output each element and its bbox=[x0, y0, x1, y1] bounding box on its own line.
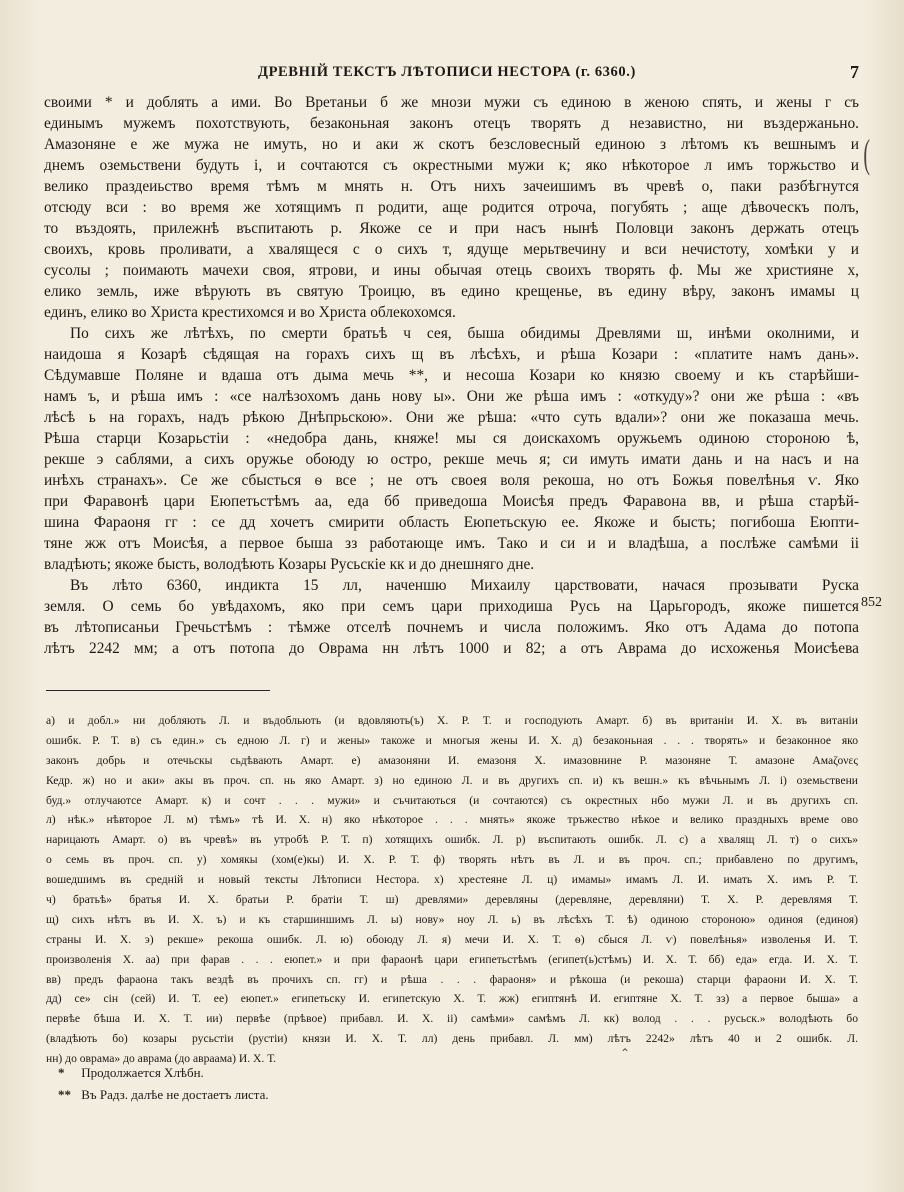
apparatus-line: нарицають Амарт. о) въ чревѣ» въ утробѣ Р. Т. п) хотящихъ ошибк. Л. р) въспитають ошибк. Л. с) а хвалящ Л. т) о сихъ» bbox=[46, 833, 858, 847]
apparatus-line: о семь въ проч. сп. у) хомякы (хом(е)кы) И. Х. Р. Т. ф) творять нѣтъ въ Л. и въ проч. сп.; прибавлено по другимъ, bbox=[46, 853, 858, 867]
text-line: единымъ мужемъ похотствують, безаконьная законъ отецъ творять д независтно, ни въздержаньно. bbox=[44, 115, 859, 132]
text-line: велико праздеиьство время тѣмъ м мнять н. Отъ нихъ зачеишимъ въ чревѣ о, паки разбѣгнутся bbox=[44, 178, 859, 195]
footnote-marker: ** bbox=[58, 1087, 71, 1102]
text-line: при Фаравонѣ цари Еюпетьстѣмъ аа, еда бб приведоша Моисѣя предъ Фаравона вв, и рѣша старѣй- bbox=[44, 493, 859, 510]
apparatus-line: (владѣють бо) козары русьстіи (рустіи) князи И. Х. Т. лл) день прибавл. Л. мм) лѣтъ 2242» лѣтъ 40 и 2 ошибк. Л. bbox=[46, 1032, 858, 1046]
running-title: ДРЕВНІЙ ТЕКСТЪ ЛѢТОПИСИ НЕСТОРА (г. 6360.) bbox=[258, 64, 636, 80]
apparatus-line: буд.» отлучаютсе Амарт. к) и сочт . . . мужи» и съчитаються (и сочтаются) съ окрестных нбо мужи Л. и въ другихъ сп. bbox=[46, 793, 858, 807]
text-line: въ лѣтописаньи Гречьстѣмъ : тѣмже отселѣ почнемъ и числа положимъ. Яко отъ Адама до потопа bbox=[44, 619, 859, 636]
text-line: земля. О семь бо увѣдахомъ, яко при семъ цари приходиша Русь на Царьгородъ, якоже пишется bbox=[44, 598, 859, 615]
apparatus-line: произволенія Х. аа) при фарав . . . еюпет.» и при фараонѣ цари египетьстѣмъ (египет(ь)стѣмъ) И. Х. Т. бб) еда» егда. И. Х. Т. bbox=[46, 952, 858, 966]
text-line: сусолы ; поимають мачехи своя, ятрови, и ины обычая отець своихъ творять ф. Мы же християне х, bbox=[44, 262, 859, 279]
apparatus-line: страны И. Х. э) рекше» рекоша ошибк. Л. ю) обоюду Л. я) мечи И. Х. Т. ѳ) сбыся Л. ѵ) повелѣнья» изволенья И. Т. bbox=[46, 932, 858, 946]
apparatus-line: законъ добрь и отечьскы сьдѣвають Амарт. е) амазоняни И. емазоня Х. имазовнине Р. мазоняне Т. амазоне Амаζονες bbox=[46, 753, 858, 767]
paragraph-1 bbox=[44, 92, 859, 323]
text-line: инѣхъ странахъ». Се же сбысться ѳ все ; не отъ своея воля рекоша, но отъ Божья повелѣнья ѵ. Яко bbox=[44, 472, 859, 489]
paragraph-2 bbox=[44, 323, 859, 575]
text-line: наидоша я Козарѣ сѣдящая на горахъ сихъ щ въ лѣсѣхъ, и рѣша Козари : «платите намъ дань». bbox=[44, 346, 859, 363]
footnote-text: Въ Радз. далѣе не достаетъ листа. bbox=[81, 1087, 269, 1102]
text-line: владѣють; якоже бысть, володѣють Козары Русьскіе кк и до днешняго дне. bbox=[44, 556, 535, 573]
page-header bbox=[44, 62, 859, 84]
apparatus-line: щ) сихъ нѣтъ въ И. Х. ъ) и къ старшиншимъ Л. ы) нову» ноу Л. ь) въ лѣсѣхъ Т. ѣ) одиною стороною» одиноя (единоя) bbox=[46, 912, 858, 926]
text-line: елико земль, иже вѣрують въ святую Троицю, въ едино крещенье, въ едину вѣру, законъ имамы ц bbox=[44, 283, 859, 300]
apparatus-line: первѣе бѣша И. Х. Т. ии) первѣе (прѣвое) прибавл. И. Х. іі) самѣми» самѣмъ Л. кк) волод . . . русьск.» володѣють бо bbox=[46, 1012, 858, 1026]
main-text bbox=[44, 92, 859, 659]
ornament-mark: ⌃ bbox=[620, 1046, 631, 1060]
apparatus-line: дд) се» сін (сей) И. Т. ее) еюпет.» египетьску И. египетскую Х. Т. жж) египтянѣ И. египтяне Х. Т. зз) а первое быша» а bbox=[46, 992, 858, 1006]
text-line: то въздоять, прилежнѣ въспитають р. Якоже се и при насъ нынѣ Половци законъ держать отецъ bbox=[44, 220, 859, 237]
apparatus-line: нн) до оврама» до аврама (до авраама) И. Х. Т. bbox=[46, 1052, 277, 1066]
margin-bracket-mark: ( bbox=[863, 131, 870, 176]
text-line: своими * и доблять а ими. Во Вретаньи б же мнози мужи съ единою в женою спять, и жены г съ bbox=[44, 94, 859, 111]
text-line: Въ лѣто 6360, индикта 15 лл, наченшю Михаилу царствовати, начася прозывати Руска bbox=[70, 577, 859, 594]
footnote-marker: * bbox=[58, 1065, 65, 1080]
text-line: отсюду вси : во время же хотящимъ п родити, аще родится отроча, погубять ; аще дѣвоческъ полъ, bbox=[44, 199, 859, 216]
text-line: рекше э саблями, а сихъ оружье обоюду ю остро, рекше мечь я; си имуть имати дань и на насъ и на bbox=[44, 451, 859, 468]
text-line: Сѣдумавше Поляне и вдаша отъ дыма мечь **, и несоша Козари ко князю своему и къ старѣйши- bbox=[44, 367, 859, 384]
page-number: 7 bbox=[850, 62, 859, 82]
text-line: шина Фараоня гг : се дд хочетъ смирити область Еюпетьскую ее. Якоже и бысть; погибоша Еюпти- bbox=[44, 514, 859, 531]
paragraph-3 bbox=[44, 575, 859, 659]
apparatus-line: ч) братьѣ» братья И. Х. братьи Р. братіи Т. ш) древлями» деревляны (деревляне, деревляни) Т. Х. Р. деревлямя Т. bbox=[46, 893, 858, 907]
text-line: лѣтъ 2242 мм; а отъ потопа до Оврама нн лѣтъ 1000 и 82; а отъ Аврама до исхоженья Моисѣева bbox=[44, 640, 859, 657]
footnote-item bbox=[58, 1062, 558, 1084]
footnote-divider bbox=[46, 690, 270, 691]
text-line: лѣсѣ ь на горахъ, надъ рѣкою Днѣпрьскою». Они же рѣша: «что суть вдали»? они же показаша мечь. bbox=[44, 409, 859, 426]
apparatus-line: Кедр. ж) но и аки» акы въ проч. сп. нь яко Амарт. з) но единою Л. и въ другихъ сп. и) къ вешн.» къ вѣчьнымъ Л. і) оземьствени bbox=[46, 773, 858, 787]
apparatus-line: л) нѣк.» нѣвторое Л. м) тѣмъ» тѣ И. Х. н) яко нѣкоторое . . . мнять» якоже тръжество нѣкое и велико праздныхъ време ово bbox=[46, 813, 858, 827]
text-line: По сихъ же лѣтѣхъ, по смерти братьѣ ч сея, быша обидимы Древлями ш, инѣми околними, и bbox=[70, 325, 859, 342]
margin-year-number: 852 bbox=[861, 595, 882, 610]
text-line: Амазоняне е же мужа не имуть, но и аки ж скотъ безсловесный единою з лѣтомъ къ вешнымъ и bbox=[44, 136, 859, 153]
footnote-text: Продолжается Хлѣбн. bbox=[81, 1065, 204, 1080]
apparatus-line: ошибк. Р. Т. в) съ един.» съ едною Л. г) и жены» такоже и многыя жены И. Х. д) безаконьная . . . творять» и безаконное яко bbox=[46, 733, 858, 747]
text-line: Рѣша старци Козарьстіи : «недобра дань, княже! мы ся доискахомъ оружьемъ одиною стороною ѣ, bbox=[44, 430, 859, 447]
text-line: своихъ, кровь проливати, а хвалящеся с о сихъ т, ядуще мерьтвечину и вси нечистоту, хомѣки у и bbox=[44, 241, 859, 258]
footnotes bbox=[58, 1062, 558, 1106]
footnote-item bbox=[58, 1084, 558, 1106]
text-line: днемъ оземьствени будуть і, и сочтаются съ окрестными мужи к; яко нѣкоторое л имъ торжьство и bbox=[44, 157, 859, 174]
text-line: единъ, елико во Христа крестихомся и во Христа облекохомся. bbox=[44, 304, 456, 321]
apparatus-line: вв) предъ фараона такъ вездѣ въ прочихъ сп. гг) и рѣша . . . фараоня» и рѣкоша (и рекоша) старци фараони И. Х. Т. bbox=[46, 972, 858, 986]
text-line: намъ ъ, и рѣша имъ : «се налѣзохомъ дань нову ы». Они же рѣша имъ : «откуду»? они же рѣша : «въ bbox=[44, 388, 859, 405]
critical-apparatus bbox=[46, 711, 858, 1069]
text-line: тяне жж отъ Моисѣя, а первое быша зз работающе имъ. Тако и си и и владѣша, а послѣже самѣми іі bbox=[44, 535, 859, 552]
apparatus-line: вошедшимъ въ средній и новый тексты Лѣтописи Нестора. х) хрестеяне Л. ц) имамы» имамъ Л. И. имать Х. имъ Р. Т. bbox=[46, 873, 858, 887]
apparatus-line: а) и добл.» ни добляють Л. и въдобльють (и вдовляють(ъ) Х. Р. Т. и господують Амарт. б) въ вританіи И. Х. въ витаніи bbox=[46, 714, 858, 727]
